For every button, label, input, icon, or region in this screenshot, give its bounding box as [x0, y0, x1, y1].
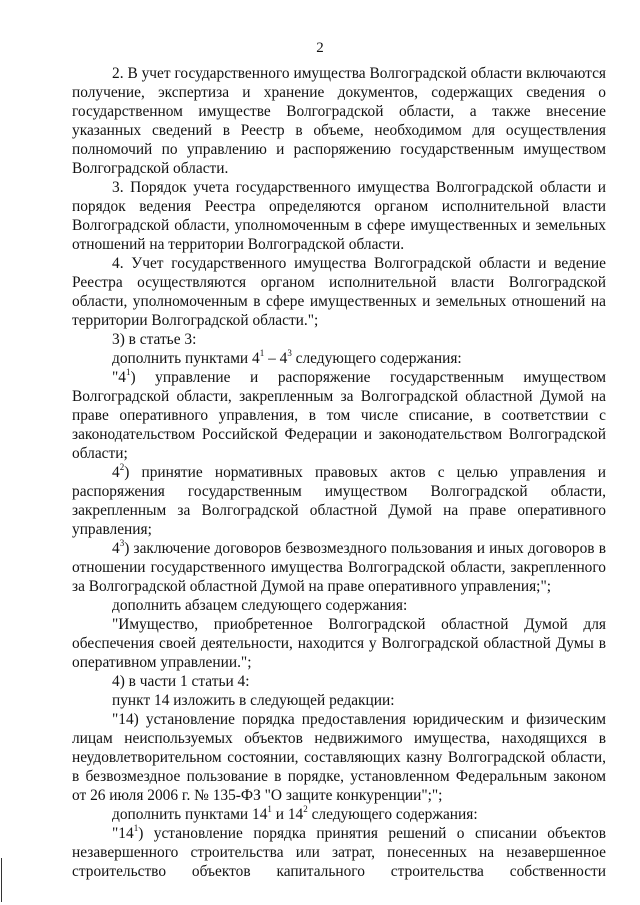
- page-number: 2: [316, 40, 324, 56]
- paragraph-accounting-procedure: 3. Порядок учета государственного имущества Волгоградской области и порядок ведения Реестра определяются органом исполнительной власти Волгоградской области, уполномоченным в сфере имущественных и земельных отношений на территории Волгоградской области.: [72, 179, 606, 253]
- text-segment: – 4: [264, 350, 288, 367]
- text-segment: 4: [112, 540, 120, 557]
- text-segment: ) управление и распоряжение государственным имуществом Волгоградской области, закрепленным за Волгоградской областной Думой на праве оперативного управления, в том числе списание, в соответствии с законодательством Российской Федерации и законодательством Волгоградской области;: [72, 369, 606, 462]
- paragraph-point-4-3: [72, 539, 606, 596]
- superscript: 2: [303, 804, 308, 814]
- text-segment: следующего содержания:: [307, 806, 478, 823]
- paragraph-accounting-scope: 2. В учет государственного имущества Волгоградской области включаются получение, экспертиза и хранение документов, содержащих сведения о государственном имуществе Волгоградской области, а также внесение указанных сведений в Реестр в объеме, необходимом для осуществления полномочий по управлению и распоряжению государственным имуществом Волгоградской области.: [72, 65, 606, 177]
- text-segment: ) установление порядка принятия решений о списании объектов незавершенного строительства или затрат, понесенных на незавершенное строительство объектов капитального строительства собственности: [72, 825, 606, 880]
- text-segment: следующего содержания:: [291, 350, 462, 367]
- paragraph-article-3-heading: 3) в статье 3:: [112, 331, 197, 348]
- text-segment: дополнить пунктами 14: [112, 806, 268, 823]
- text-segment: ) заключение договоров безвозмездного пользования и иных договоров в отношении государственного имущества Волгоградской области, закрепленного за Волгоградской областной Думой на праве оперативного управления;";: [72, 540, 606, 595]
- paragraph-point-14-1: [72, 824, 606, 881]
- superscript: 2: [119, 462, 125, 472]
- text-segment: 4: [112, 464, 120, 481]
- superscript: 1: [259, 348, 265, 358]
- paragraph-add-clause: дополнить абзацем следующего содержания:: [112, 597, 408, 614]
- text-segment: "4: [112, 369, 126, 386]
- paragraph-point-14-heading: пункт 14 изложить в следующей редакции:: [112, 692, 395, 709]
- paragraph-property-clause: "Имущество, приобретенное Волгоградской областной Думой для обеспечения своей деятельности, находится у Волгоградской областной Думы в оперативном управлении.";: [72, 616, 606, 671]
- paragraph-point-4-2: [72, 463, 606, 539]
- text-segment: и 14: [271, 806, 304, 823]
- paragraph-registry-keeping: 4. Учет государственного имущества Волгоградской области и ведение Реестра осуществляются органом исполнительной власти Волгоградской области, уполномоченным в сфере имущественных и земельных отношений на территории Волгоградской области.";: [72, 255, 606, 329]
- paragraph-point-14: "14) установление порядка предоставления юридическим и физическим лицам неиспользуемых объектов недвижимого имущества, находящихся в неудовлетворительном состоянии, составляющих казну Волгоградской области, в безвозмездное пользование в порядке, установленном Федеральным законом от 26 июля 2006 г. № 135-ФЗ "О защите конкуренции";";: [72, 711, 606, 804]
- document-body: [72, 64, 606, 881]
- paragraph-article-4-heading: 4) в части 1 статьи 4:: [112, 673, 250, 690]
- superscript: 1: [133, 823, 139, 833]
- superscript: 3: [119, 538, 125, 548]
- superscript: 1: [267, 804, 272, 814]
- text-segment: ) принятие нормативных правовых актов с целью управления и распоряжения государственным имуществом Волгоградской области, закрепленным за Волгоградской областной Думой на праве оперативного управления;: [72, 464, 606, 538]
- scan-edge-mark: [1, 858, 2, 902]
- paragraph-point-4-1: [72, 368, 606, 463]
- paragraph-add-points-14: [72, 805, 606, 824]
- superscript: 1: [125, 367, 131, 377]
- paragraph-add-points-4: [72, 349, 606, 368]
- text-segment: дополнить пунктами 4: [112, 350, 260, 367]
- superscript: 3: [287, 348, 292, 358]
- text-segment: "14: [112, 825, 134, 842]
